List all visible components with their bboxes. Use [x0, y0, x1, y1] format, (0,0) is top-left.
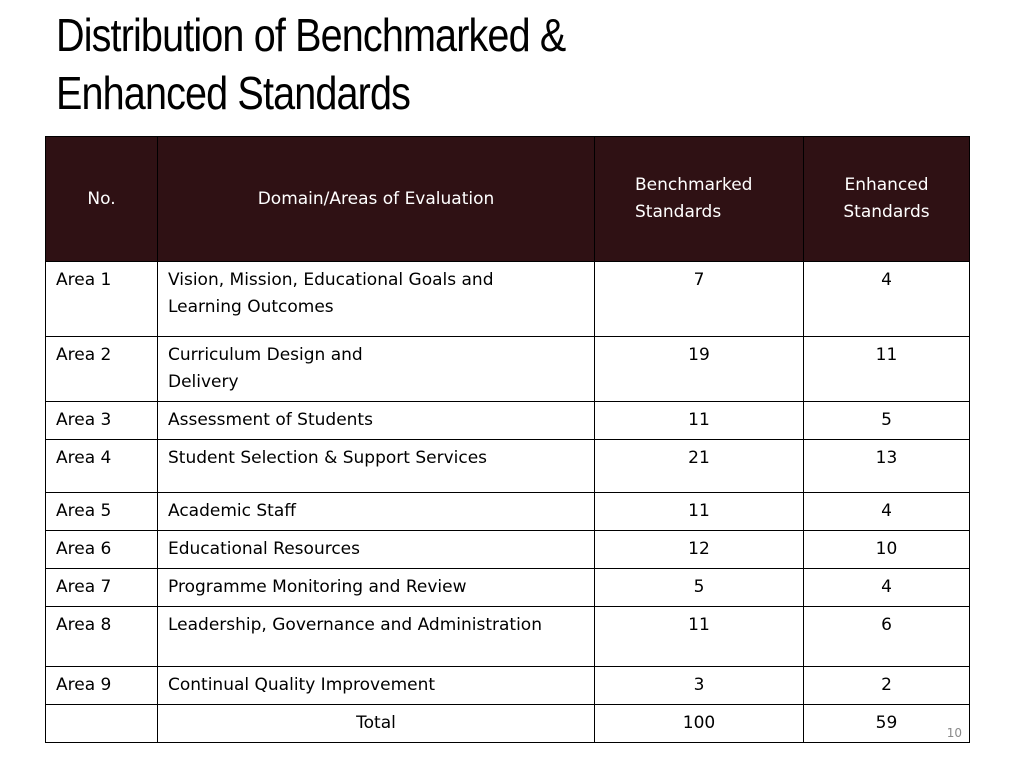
header-no: No.: [46, 137, 158, 262]
area-cell: Area 9: [46, 667, 158, 705]
area-cell: Area 8: [46, 607, 158, 667]
header-row: [46, 137, 970, 262]
enhanced-cell: 11: [804, 337, 970, 402]
benchmarked-cell: 11: [595, 402, 804, 440]
enhanced-cell: 6: [804, 607, 970, 667]
table-body: [46, 262, 970, 743]
domain-line-2: Learning Outcomes: [168, 297, 334, 317]
enhanced-cell: 13: [804, 440, 970, 493]
table-row: [46, 262, 970, 337]
domain-cell: Leadership, Governance and Administration: [158, 607, 595, 667]
table-row: [46, 337, 970, 402]
table-row: [46, 531, 970, 569]
domain-cell: Assessment of Students: [158, 402, 595, 440]
table-header: [46, 137, 970, 262]
domain-cell: [158, 262, 595, 337]
enhanced-cell: 10: [804, 531, 970, 569]
domain-line-1: Curriculum Design and: [168, 345, 363, 365]
domain-line-2: Delivery: [168, 372, 239, 392]
table-row: [46, 569, 970, 607]
domain-cell: Academic Staff: [158, 493, 595, 531]
total-benchmarked: 100: [595, 705, 804, 743]
domain-cell: Continual Quality Improvement: [158, 667, 595, 705]
slide-title-line-2: Enhanced Standards: [56, 67, 411, 119]
page-number: 10: [946, 726, 962, 740]
benchmarked-cell: 7: [595, 262, 804, 337]
header-benchmarked-line-2: Standards: [635, 202, 722, 222]
enhanced-cell: 4: [804, 262, 970, 337]
enhanced-cell: 4: [804, 569, 970, 607]
table-row: [46, 667, 970, 705]
benchmarked-cell: 12: [595, 531, 804, 569]
enhanced-cell: 5: [804, 402, 970, 440]
header-enhanced: [804, 137, 970, 262]
benchmarked-cell: 19: [595, 337, 804, 402]
table-row: [46, 440, 970, 493]
domain-cell: Educational Resources: [158, 531, 595, 569]
area-cell: Area 2: [46, 337, 158, 402]
benchmarked-cell: 21: [595, 440, 804, 493]
header-enhanced-line-1: Enhanced: [844, 175, 929, 195]
enhanced-cell: 2: [804, 667, 970, 705]
slide-title-line-1: Distribution of Benchmarked &: [56, 9, 566, 61]
header-benchmarked-line-1: Benchmarked: [635, 175, 753, 195]
benchmarked-cell: 3: [595, 667, 804, 705]
header-domain: Domain/Areas of Evaluation: [158, 137, 595, 262]
table-row: [46, 493, 970, 531]
area-cell: Area 3: [46, 402, 158, 440]
domain-cell: Programme Monitoring and Review: [158, 569, 595, 607]
table-row: [46, 402, 970, 440]
total-row: [46, 705, 970, 743]
benchmarked-cell: 11: [595, 607, 804, 667]
enhanced-cell: 4: [804, 493, 970, 531]
domain-cell: [158, 337, 595, 402]
standards-table: [45, 136, 970, 743]
slide-title: [56, 6, 830, 122]
header-benchmarked: [595, 137, 804, 262]
area-cell: Area 4: [46, 440, 158, 493]
benchmarked-cell: 5: [595, 569, 804, 607]
total-enhanced: 59: [804, 705, 970, 743]
area-cell: Area 6: [46, 531, 158, 569]
area-cell: Area 1: [46, 262, 158, 337]
benchmarked-cell: 11: [595, 493, 804, 531]
area-cell: Area 7: [46, 569, 158, 607]
domain-line-1: Vision, Mission, Educational Goals and: [168, 270, 494, 290]
total-empty-cell: [46, 705, 158, 743]
table-row: [46, 607, 970, 667]
domain-cell: Student Selection & Support Services: [158, 440, 595, 493]
area-cell: Area 5: [46, 493, 158, 531]
total-label: Total: [158, 705, 595, 743]
header-enhanced-line-2: Standards: [843, 202, 930, 222]
